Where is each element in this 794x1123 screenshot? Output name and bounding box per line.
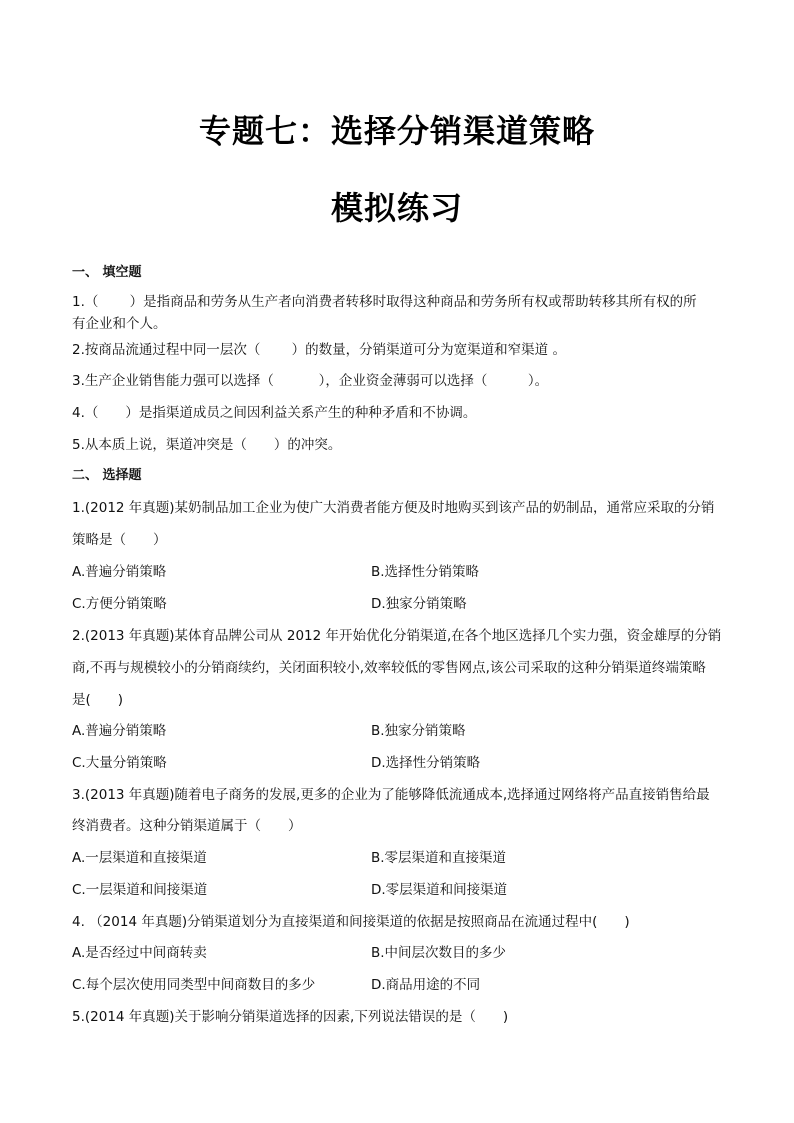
- fill-q1-line1: 1.（ ）是指商品和劳务从生产者向消费者转移时取得这种商品和劳务所有权或帮助转移其所有权的所: [72, 294, 697, 310]
- choice-q4-option-c: C.每个层次使用同类型中间商数目的多少: [72, 977, 316, 993]
- choice-q4-line1: 4. （2014 年真题)分销渠道划分为直接渠道和间接渠道的依据是按照商品在流通过程中( ): [72, 914, 630, 930]
- choice-q2-option-a: A.普遍分销策略: [72, 723, 167, 739]
- fill-q1-line2: 有企业和个人。: [72, 316, 167, 332]
- choice-q1-line2: 策略是（ ）: [72, 532, 167, 548]
- choice-q1-option-c: C.方便分销策略: [72, 596, 167, 612]
- choice-q4-option-a: A.是否经过中间商转卖: [72, 945, 207, 961]
- choice-q3-option-d: D.零层渠道和间接渠道: [371, 882, 508, 898]
- section-heading-fill-blank: 一、 填空题: [72, 265, 142, 280]
- section-heading-choice: 二、 选择题: [72, 468, 142, 483]
- choice-q1-line1: 1.(2012 年真题)某奶制品加工企业为使广大消费者能方便及时地购买到该产品的奶制品，通常应采取的分销: [72, 500, 715, 516]
- page-title: 专题七：选择分销渠道策略: [198, 112, 595, 150]
- choice-q2-line1: 2.(2013 年真题)某体育品牌公司从 2012 年开始优化分销渠道,在各个地区选择几个实力强，资金雄厚的分销: [72, 628, 722, 644]
- choice-q3-line1: 3.(2013 年真题)随着电子商务的发展,更多的企业为了能够降低流通成本,选择通过网络将产品直接销售给最: [72, 787, 710, 803]
- fill-q2: 2.按商品流通过程中同一层次（ ）的数量，分销渠道可分为宽渠道和窄渠道 。: [72, 342, 566, 358]
- choice-q3-option-b: B.零层渠道和直接渠道: [371, 850, 507, 866]
- fill-q3: 3.生产企业销售能力强可以选择（ ），企业资金薄弱可以选择（ ）。: [72, 373, 549, 389]
- fill-q4: 4.（ ）是指渠道成员之间因利益关系产生的种种矛盾和不协调。: [72, 405, 477, 421]
- choice-q1-option-a: A.普遍分销策略: [72, 564, 167, 580]
- choice-q1-option-d: D.独家分销策略: [371, 596, 467, 612]
- choice-q4-option-d: D.商品用途的不同: [371, 977, 481, 993]
- choice-q4-option-b: B.中间层次数目的多少: [371, 945, 507, 961]
- choice-q3-option-c: C.一层渠道和间接渠道: [72, 882, 208, 898]
- choice-q2-option-d: D.选择性分销策略: [371, 755, 481, 771]
- choice-q3-line2: 终消费者。这种分销渠道属于（ ）: [72, 818, 302, 834]
- choice-q1-option-b: B.选择性分销策略: [371, 564, 480, 580]
- choice-q2-line2: 商,不再与规模较小的分销商续约，关闭面积较小,效率较低的零售网点,该公司采取的这种分销渠道终端策略: [72, 660, 706, 676]
- choice-q2-option-c: C.大量分销策略: [72, 755, 167, 771]
- choice-q5-line1: 5.(2014 年真题)关于影响分销渠道选择的因素,下列说法错误的是（ ): [72, 1009, 509, 1025]
- choice-q2-line3: 是( ): [72, 692, 124, 708]
- page-subtitle: 模拟练习: [330, 189, 463, 227]
- choice-q3-option-a: A.一层渠道和直接渠道: [72, 850, 207, 866]
- fill-q5: 5.从本质上说，渠道冲突是（ ）的冲突。: [72, 437, 342, 453]
- choice-q2-option-b: B.独家分销策略: [371, 723, 466, 739]
